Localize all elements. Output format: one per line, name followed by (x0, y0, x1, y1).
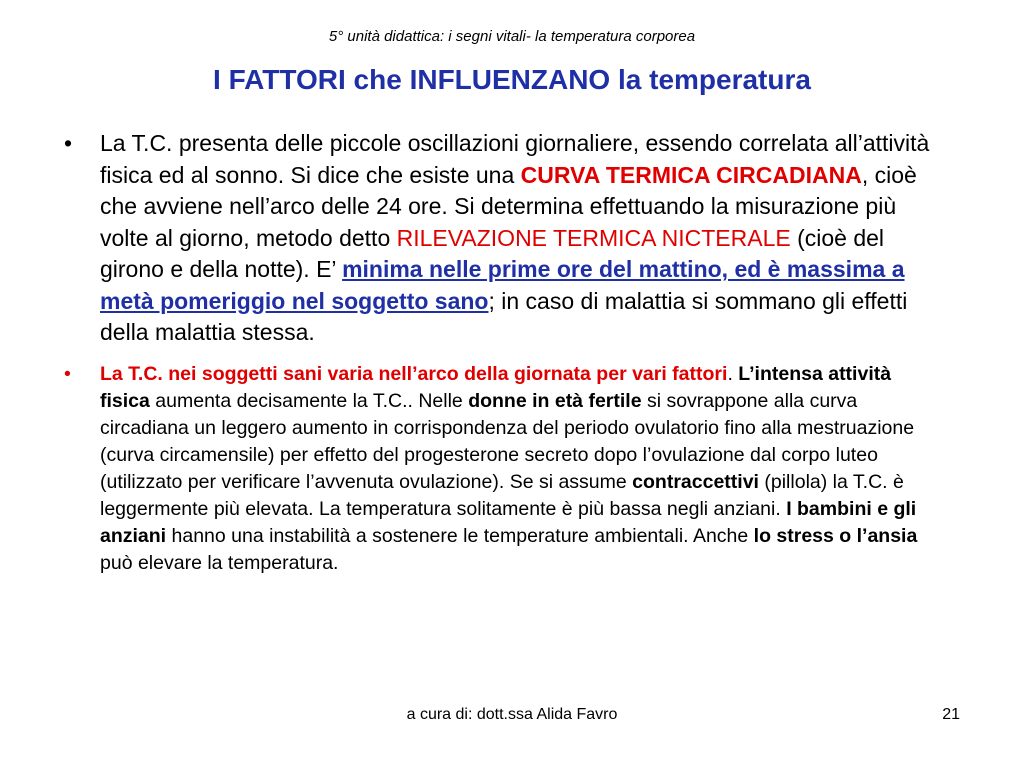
bullet-item-fattori (0, 361, 1024, 577)
slide-header-subtitle: 5° unità didattica: i segni vitali- la temperatura corporea (328, 28, 696, 45)
emphasis-vari-fattori: La T.C. nei soggetti sani varia nell’arco della giornata per vari fattori (100, 362, 728, 385)
bullet-list (0, 128, 1024, 577)
bullet-item-circadian-curve (0, 128, 1024, 349)
bullet-icon: • (64, 362, 71, 385)
page-number: 21 (942, 706, 960, 723)
emphasis-minima-massima: minima nelle prime ore del mattino, ed è massima a metà pomeriggio nel soggetto sano (100, 256, 905, 314)
bullet-text: (pillola) la T.C. è leggermente più elevata. La temperatura solitamente è più bassa negli anziani. (100, 470, 904, 520)
bullet-text: La T.C. presenta delle piccole oscillazioni giornaliere, essendo correlata all’attività fisica ed al sonno. Si dice che esiste una (100, 130, 930, 188)
emphasis-bambini-anziani: I bambini e gli anziani (100, 497, 917, 547)
emphasis-donne-eta-fertile: donne in età fertile (468, 389, 642, 412)
emphasis-attivita-fisica: L’intensa attività fisica (100, 362, 892, 412)
bullet-text: , cioè che avviene nell’arco delle 24 ore. Si determina effettuando la misurazione più volte al giorno, metodo detto (100, 161, 917, 251)
footer-author: a cura di: dott.ssa Alida Favro (406, 706, 618, 723)
bullet-icon: • (64, 130, 73, 156)
slide-title: I FATTORI che INFLUENZANO la temperatura (213, 64, 811, 95)
emphasis-curva-termica-circadiana: CURVA TERMICA CIRCADIANA (520, 161, 862, 188)
emphasis-rilevazione-termica-nicterale: RILEVAZIONE TERMICA NICTERALE (396, 224, 791, 251)
bullet-text: hanno una instabilità a sostenere le temperature ambientali. Anche (166, 524, 754, 547)
bullet-text: può elevare la temperatura. (100, 551, 339, 574)
bullet-text: ; in caso di malattia si sommano gli effetti della malattia stessa. (100, 287, 908, 345)
emphasis-stress-ansia: lo stress o l’ansia (753, 524, 918, 547)
bullet-text: . (727, 362, 739, 385)
emphasis-contraccettivi: contraccettivi (632, 470, 759, 493)
bullet-text: aumenta decisamente la T.C.. Nelle (149, 389, 469, 412)
bullet-text: si sovrappone alla curva circadiana un leggero aumento in corrispondenza del periodo ovulatorio fino alla mestruazione (curva circamensile) per effetto del progesterone secreto dopo l’ovulazione dal corpo luteo (utilizzato per verificare l’avvenuta ovulazione). Se si assume (100, 389, 915, 493)
bullet-text: (cioè del girono e della notte). E’ (100, 224, 885, 282)
